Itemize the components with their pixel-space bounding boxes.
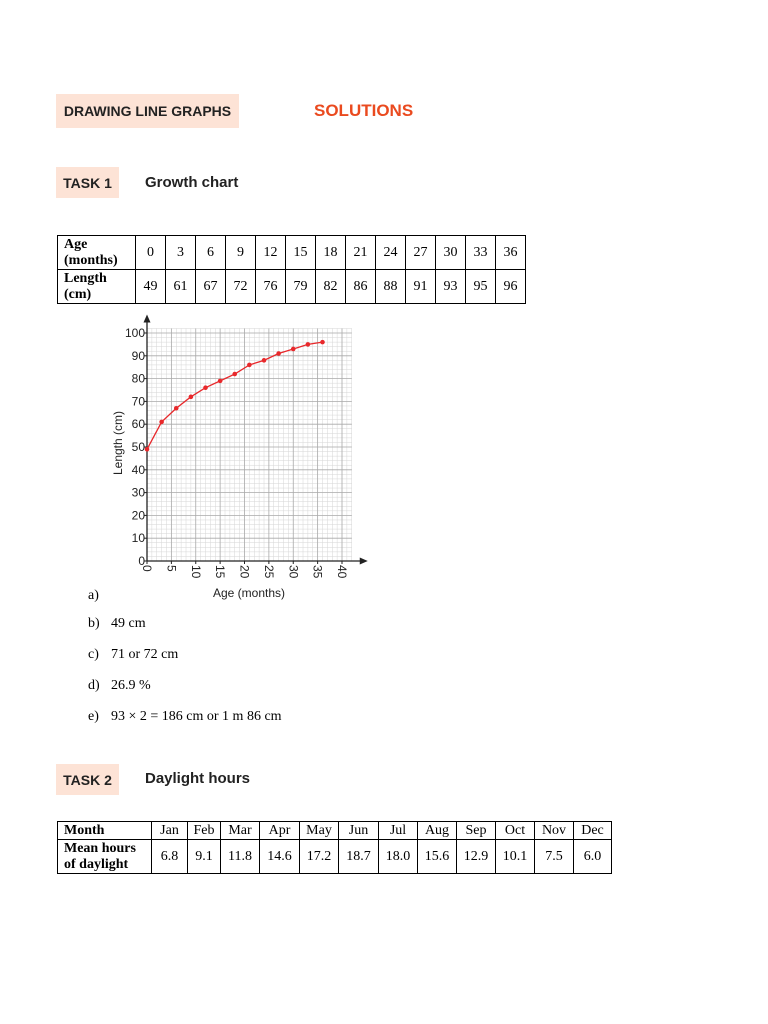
- answer-text: 49 cm: [111, 616, 146, 631]
- x-tick-label: 5: [164, 565, 179, 572]
- x-tick-label: 25: [261, 565, 276, 579]
- age-row-header: Age (months): [58, 236, 136, 270]
- hours-row: [58, 840, 612, 874]
- growth-table: [57, 235, 526, 304]
- length-cell: 49: [136, 270, 166, 304]
- length-cell: 82: [316, 270, 346, 304]
- y-tick-label: 50: [131, 440, 145, 454]
- age-row: [58, 236, 526, 270]
- data-point: [320, 340, 325, 345]
- y-tick-label: 100: [124, 326, 145, 340]
- data-point: [174, 406, 179, 411]
- x-tick-label: 0: [140, 565, 154, 572]
- month-cell: Dec: [574, 822, 612, 840]
- month-cell: Jan: [152, 822, 188, 840]
- answer-label: b): [88, 616, 100, 631]
- answer-d: [88, 678, 151, 694]
- month-cell: Apr: [260, 822, 300, 840]
- x-axis-label: Age (months): [212, 586, 286, 600]
- data-point: [232, 372, 237, 377]
- answer-c: [88, 647, 178, 663]
- data-point: [145, 447, 150, 452]
- month-cell: Oct: [496, 822, 535, 840]
- length-cell: 61: [166, 270, 196, 304]
- month-cell: May: [300, 822, 339, 840]
- y-tick-label: 60: [131, 417, 145, 432]
- age-cell: 9: [226, 236, 256, 270]
- month-row: [58, 822, 612, 840]
- x-tick-labels: [140, 561, 349, 579]
- age-cell: 27: [406, 236, 436, 270]
- x-tick-label: 10: [188, 565, 203, 579]
- length-cell: 67: [196, 270, 226, 304]
- y-tick-label: 30: [131, 485, 145, 500]
- length-cell: 86: [346, 270, 376, 304]
- length-cell: 96: [496, 270, 526, 304]
- x-axis-arrow: [360, 558, 368, 565]
- age-cell: 36: [496, 236, 526, 270]
- task2-label: TASK 2: [56, 764, 119, 795]
- length-cell: 91: [406, 270, 436, 304]
- x-tick-label: 15: [213, 565, 228, 579]
- hours-cell: 18.0: [379, 840, 418, 874]
- month-cell: Aug: [418, 822, 457, 840]
- hours-cell: 7.5: [535, 840, 574, 874]
- hours-cell: 10.1: [496, 840, 535, 874]
- data-point: [306, 342, 311, 347]
- y-tick-label: 20: [131, 508, 145, 523]
- x-tick-label: 35: [310, 565, 325, 579]
- length-cell: 95: [466, 270, 496, 304]
- chart-axes: [144, 314, 368, 564]
- age-cell: 21: [346, 236, 376, 270]
- length-cell: 88: [376, 270, 406, 304]
- data-point: [159, 420, 164, 425]
- answer-e: [88, 709, 282, 725]
- y-tick-label: 90: [131, 348, 145, 363]
- y-axis-label: Length (cm): [111, 410, 125, 476]
- length-cell: 79: [286, 270, 316, 304]
- hours-cell: 9.1: [188, 840, 221, 874]
- hours-cell: 15.6: [418, 840, 457, 874]
- length-row-header: Length (cm): [58, 270, 136, 304]
- data-point: [189, 395, 194, 400]
- month-cell: Sep: [457, 822, 496, 840]
- month-cell: Mar: [221, 822, 260, 840]
- task2-title: Daylight hours: [145, 770, 251, 787]
- month-cell: Jul: [379, 822, 418, 840]
- answer-label: e): [88, 709, 99, 724]
- worksheet-title: DRAWING LINE GRAPHS: [56, 94, 239, 128]
- task1-label: TASK 1: [56, 167, 119, 198]
- answer-label: d): [88, 678, 100, 693]
- month-cell: Nov: [535, 822, 574, 840]
- age-cell: 24: [376, 236, 406, 270]
- hours-cell: 11.8: [221, 840, 260, 874]
- x-tick-label: 30: [286, 565, 301, 579]
- y-tick-label: 0: [138, 554, 145, 568]
- hours-row-header: Mean hours of daylight: [58, 840, 152, 874]
- data-point: [291, 347, 296, 352]
- length-row: [58, 270, 526, 304]
- x-tick-label: 40: [335, 565, 349, 579]
- age-cell: 33: [466, 236, 496, 270]
- month-cell: Jun: [339, 822, 379, 840]
- y-tick-label: 70: [131, 394, 145, 409]
- answer-label: a): [88, 588, 99, 603]
- month-row-header: Month: [58, 822, 152, 840]
- answer-text: 93 × 2 = 186 cm or 1 m 86 cm: [111, 709, 282, 724]
- y-tick-label: 40: [131, 462, 145, 477]
- growth-line-chart: [100, 312, 370, 607]
- hours-cell: 6.0: [574, 840, 612, 874]
- y-axis-arrow: [144, 314, 151, 322]
- hours-cell: 12.9: [457, 840, 496, 874]
- age-cell: 15: [286, 236, 316, 270]
- age-cell: 6: [196, 236, 226, 270]
- x-tick-label: 20: [237, 565, 252, 579]
- answer-a: [88, 588, 111, 604]
- task1-title: Growth chart: [145, 174, 239, 191]
- data-point: [262, 358, 267, 363]
- length-cell: 76: [256, 270, 286, 304]
- answer-text: 71 or 72 cm: [111, 647, 179, 662]
- age-cell: 18: [316, 236, 346, 270]
- month-cell: Feb: [188, 822, 221, 840]
- y-tick-label: 80: [131, 371, 145, 386]
- answer-b: [88, 616, 146, 632]
- age-cell: 3: [166, 236, 196, 270]
- length-cell: 93: [436, 270, 466, 304]
- length-cell: 72: [226, 270, 256, 304]
- y-tick-label: 10: [131, 531, 145, 546]
- age-cell: 30: [436, 236, 466, 270]
- hours-cell: 17.2: [300, 840, 339, 874]
- y-tick-labels: [125, 326, 147, 568]
- data-point: [203, 385, 208, 390]
- data-point: [276, 351, 281, 356]
- hours-cell: 6.8: [152, 840, 188, 874]
- daylight-table: [57, 821, 612, 874]
- answer-label: c): [88, 647, 99, 662]
- solutions-heading: SOLUTIONS: [314, 101, 414, 120]
- answer-text: 26.9 %: [111, 678, 151, 693]
- hours-cell: 18.7: [339, 840, 379, 874]
- age-cell: 12: [256, 236, 286, 270]
- data-point: [247, 363, 252, 368]
- hours-cell: 14.6: [260, 840, 300, 874]
- data-point: [218, 379, 223, 384]
- age-cell: 0: [136, 236, 166, 270]
